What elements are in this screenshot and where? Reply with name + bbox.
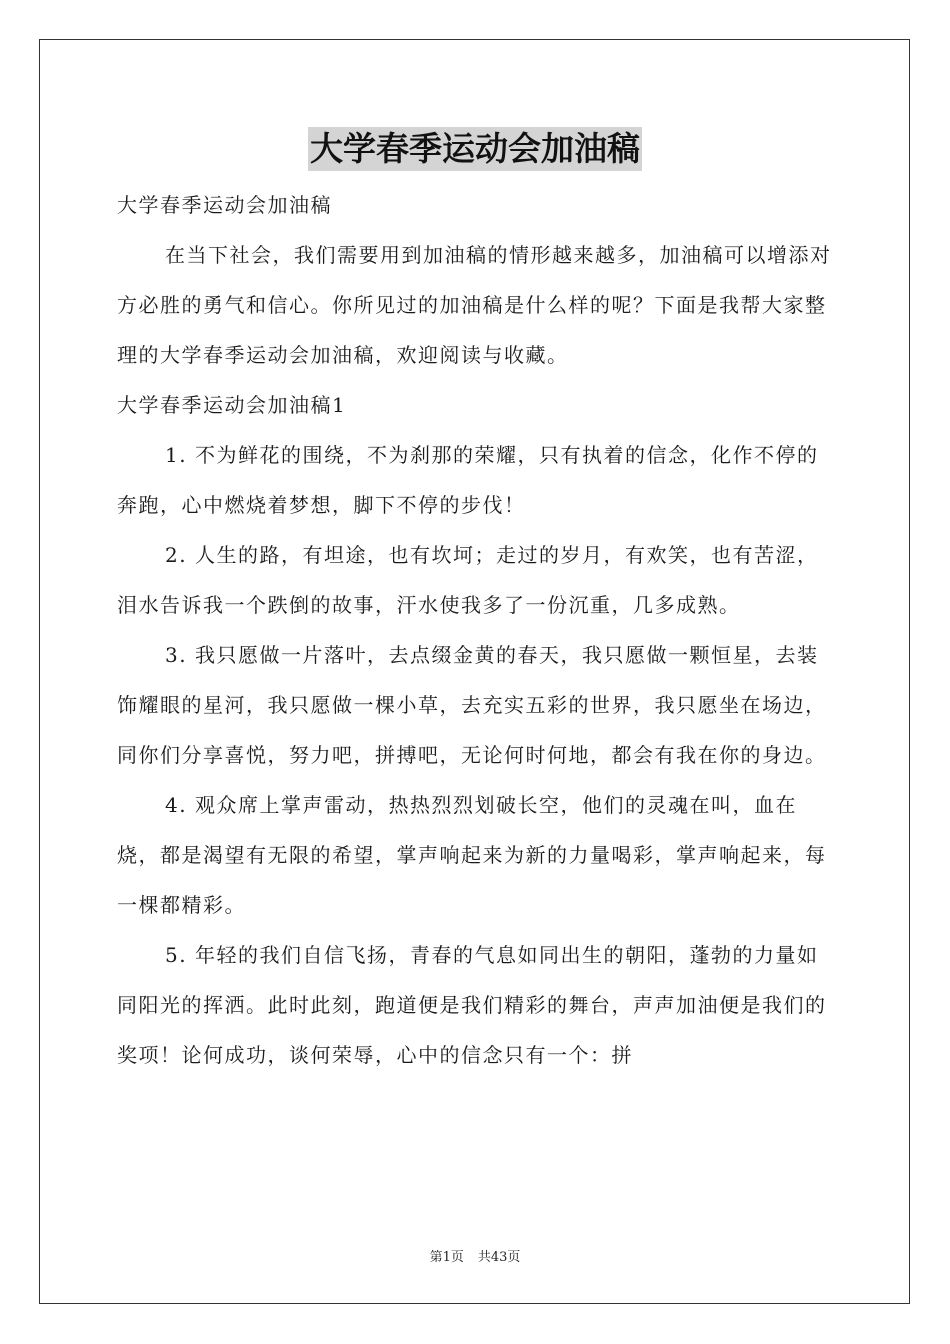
paragraph: 大学春季运动会加油稿1: [117, 393, 347, 417]
paragraph: 3. 我只愿做一片落叶，去点缀金黄的春天，我只愿做一颗恒星，去装饰耀眼的星河，我只愿做一棵小草，去充实五彩的世界，我只愿坐在场边，同你们分享喜悦，努力吧，拼搏吧，无论何时何地，都会有我在你的身边。: [117, 643, 827, 767]
title-container: [0, 127, 950, 171]
document-body: [117, 180, 833, 1080]
document-title: 大学春季运动会加油稿: [308, 127, 642, 171]
paragraph: 5. 年轻的我们自信飞扬，青春的气息如同出生的朝阳，蓬勃的力量如同阳光的挥洒。此时此刻，跑道便是我们精彩的舞台，声声加油便是我们的奖项！论何成功，谈何荣辱，心中的信念只有一个：拼: [117, 943, 827, 1067]
page-total: 共43页: [477, 1250, 521, 1265]
paragraph: 4. 观众席上掌声雷动，热热烈烈划破长空，他们的灵魂在叫，血在烧，都是渴望有无限的希望，掌声响起来为新的力量喝彩，掌声响起来，每一棵都精彩。: [117, 793, 827, 917]
page-number: 第1页: [429, 1250, 464, 1265]
paragraph: 在当下社会，我们需要用到加油稿的情形越来越多，加油稿可以增添对方必胜的勇气和信心。你所见过的加油稿是什么样的呢？下面是我帮大家整理的大学春季运动会加油稿，欢迎阅读与收藏。: [117, 243, 832, 367]
page-footer: [0, 1246, 950, 1265]
paragraph: 大学春季运动会加油稿: [117, 193, 332, 217]
paragraph: 1. 不为鲜花的围绕，不为刹那的荣耀，只有执着的信念，化作不停的奔跑，心中燃烧着梦想，脚下不停的步伐！: [117, 443, 819, 517]
paragraph: 2. 人生的路，有坦途，也有坎坷；走过的岁月，有欢笑，也有苦涩，泪水告诉我一个跌倒的故事，汗水使我多了一份沉重，几多成熟。: [117, 543, 819, 617]
